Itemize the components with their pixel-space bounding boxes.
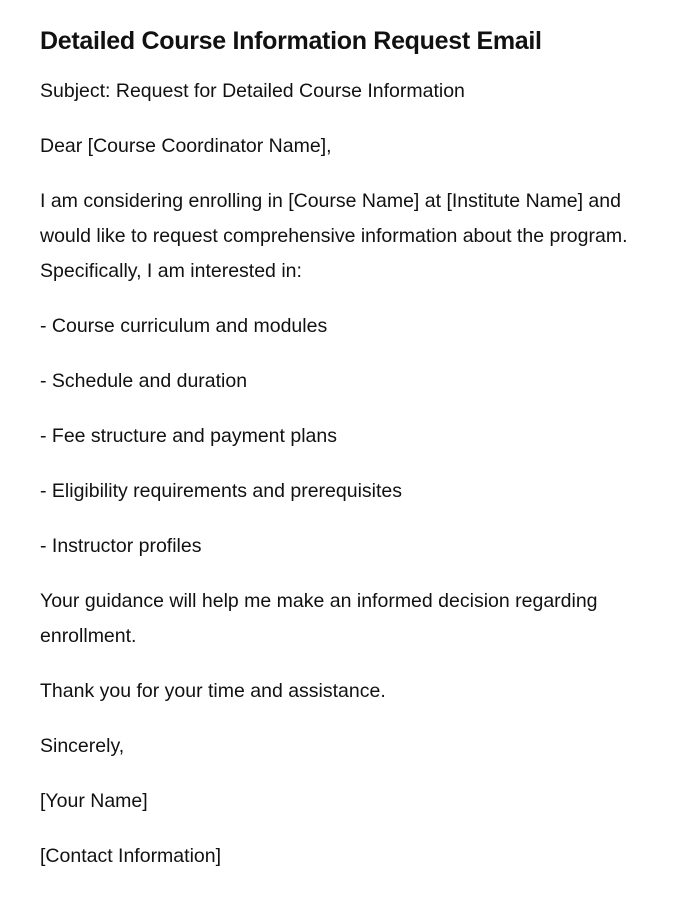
list-item: - Eligibility requirements and prerequisites	[40, 480, 402, 502]
thanks-line: Thank you for your time and assistance.	[40, 680, 386, 702]
sender-name: [Your Name]	[40, 790, 148, 812]
greeting: Dear [Course Coordinator Name],	[40, 135, 332, 157]
closing-paragraph: Your guidance will help me make an informed decision regarding enrollment.	[40, 590, 598, 647]
sign-off: Sincerely,	[40, 735, 125, 757]
list-item: - Course curriculum and modules	[40, 315, 328, 337]
intro-paragraph: I am considering enrolling in [Course Name] at [Institute Name] and would like to request comprehensive information about the program. Specifically, I am interested in:	[40, 190, 628, 282]
document-title: Detailed Course Information Request Email	[40, 27, 542, 55]
list-item: - Fee structure and payment plans	[40, 425, 337, 447]
subject-line: Subject: Request for Detailed Course Information	[40, 80, 465, 102]
list-item: - Instructor profiles	[40, 535, 202, 557]
list-item: - Schedule and duration	[40, 370, 248, 392]
contact-info: [Contact Information]	[40, 845, 222, 867]
